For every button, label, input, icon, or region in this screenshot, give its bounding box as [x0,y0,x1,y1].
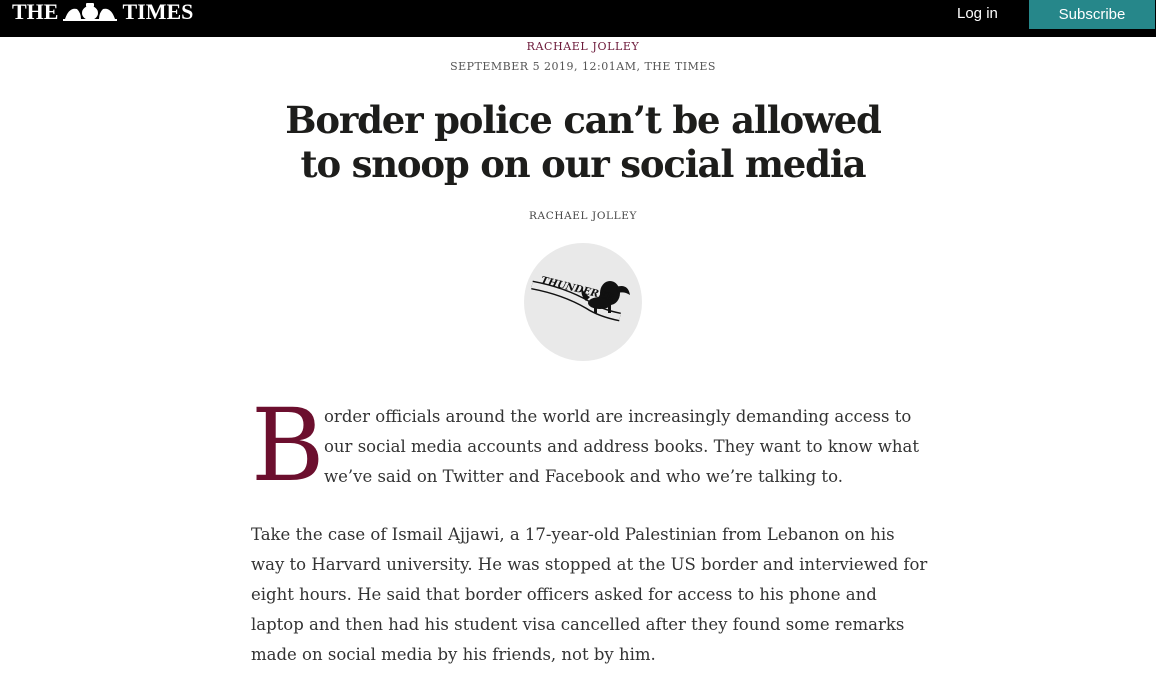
article-paragraph-1: order officials around the world are increasingly demanding access to our social media accounts and address books. They want to know what we’ve said on Twitter and Facebook and who we’re talking to. [324,407,919,486]
times-logo[interactable] [12,0,193,24]
top-bar [0,0,1156,37]
logo-the: THE [12,0,59,24]
login-link[interactable]: Log in [957,5,998,22]
article-dateline: SEPTEMBER 5 2019, 12:01AM, THE TIMES [450,60,716,73]
royal-crest-icon [59,1,121,23]
author-byline-top[interactable]: RACHAEL JOLLEY [526,40,640,53]
headline-line-2: to snoop on our social media [300,142,866,186]
author-byline[interactable]: RACHAEL JOLLEY [529,210,637,222]
thunderer-column-logo [524,243,642,361]
article-headline [283,98,883,186]
logo-times: TIMES [122,0,194,24]
subscribe-button[interactable]: Subscribe [1029,0,1155,29]
article-paragraph-2: Take the case of Ismail Ajjawi, a 17-year-old Palestinian from Lebanon on his way to Harvard university. He was stopped at the US border and interviewed for eight hours. He said that border officers asked for access to his phone and laptop and then had his student visa cancelled after they found some remarks made on social media by his friends, not by him. [251,525,928,664]
headline-line-1: Border police can’t be allowed [285,98,881,142]
drop-cap: B [251,387,325,504]
thunderer-logo-text: THUNDERER [539,275,616,305]
